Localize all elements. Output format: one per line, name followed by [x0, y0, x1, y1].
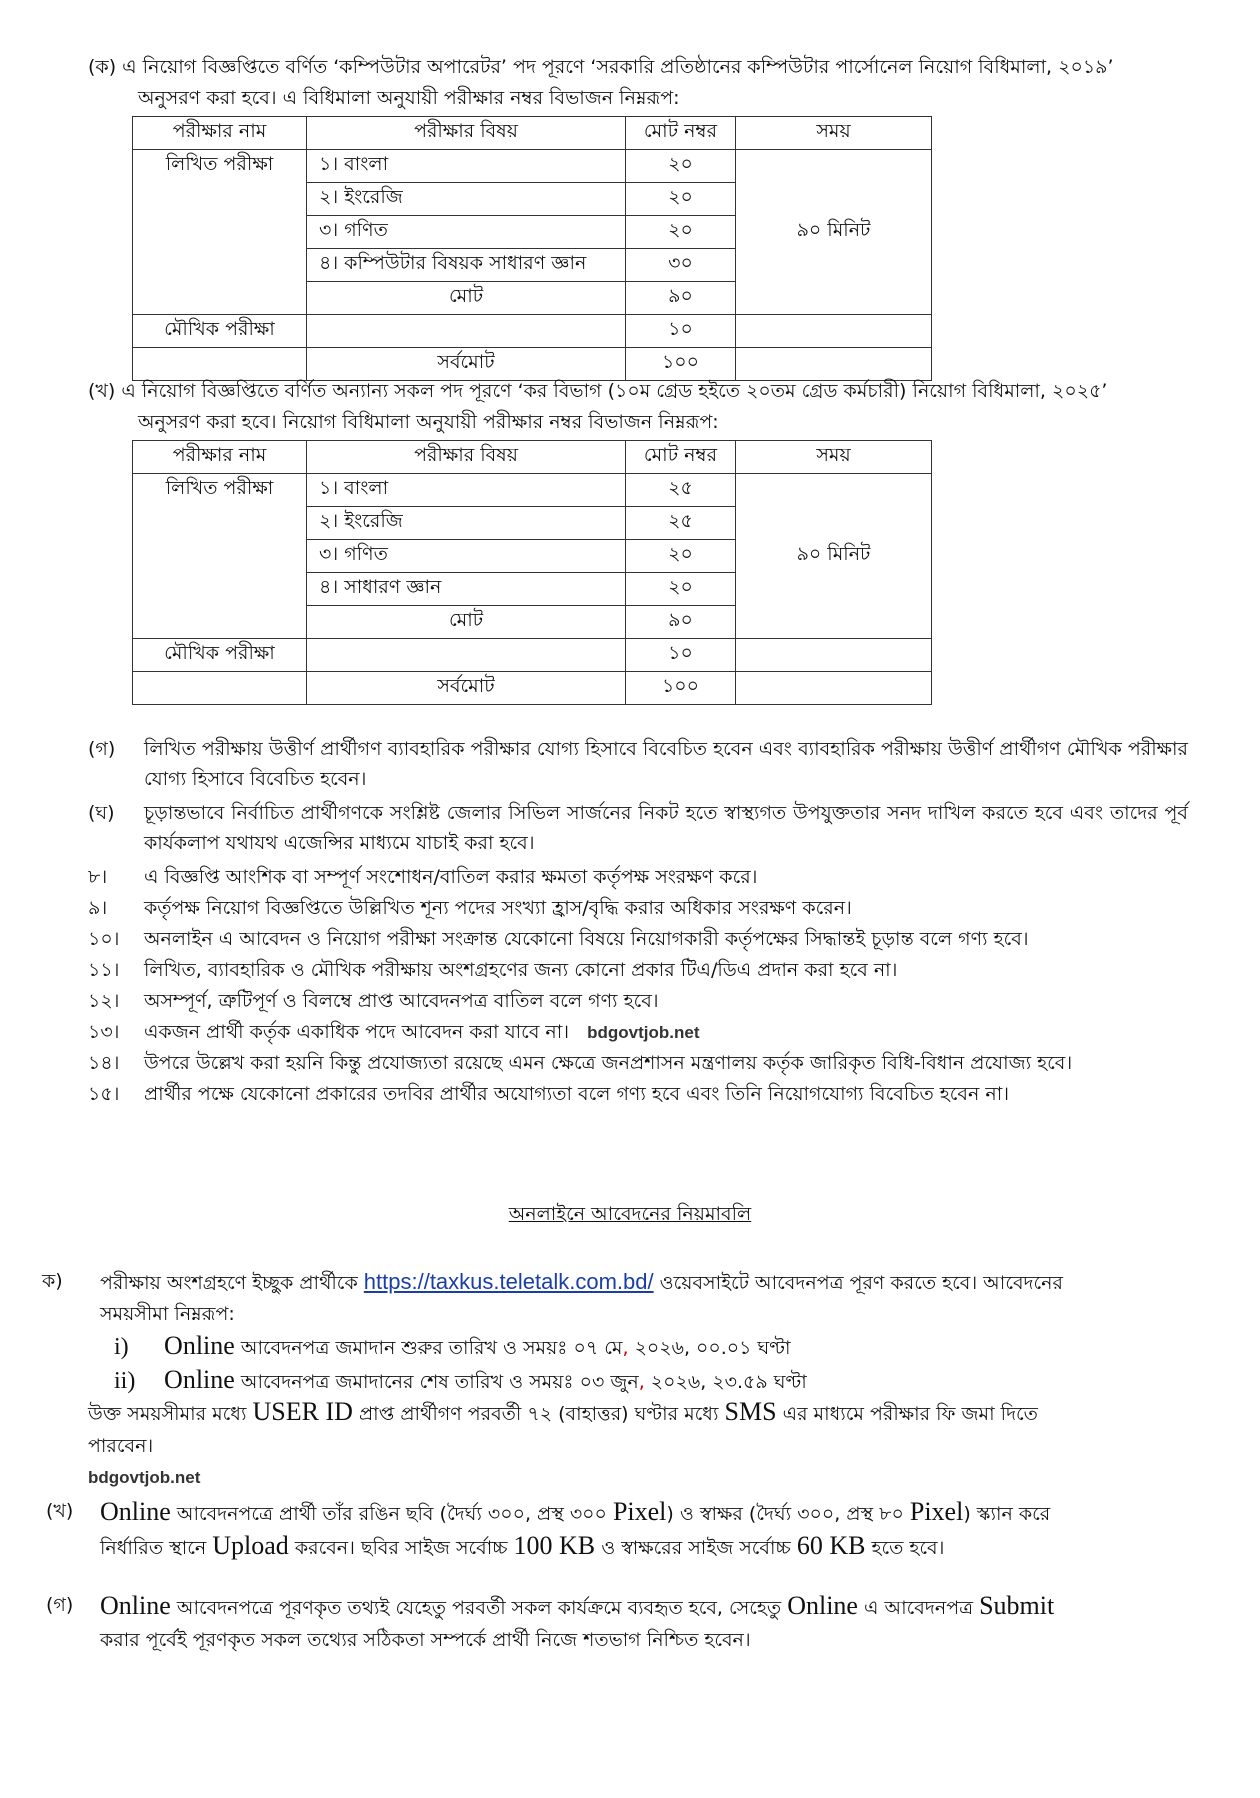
- table-row: [133, 474, 932, 507]
- item-number: ১২।: [88, 990, 120, 1012]
- section-k-line2: অনুসরণ করা হবে। এ বিধিমালা অনুযায়ী পরীক্ষার নম্বর বিভাজন নিম্নরূপ:: [138, 87, 680, 109]
- online-k-sub2: [114, 1364, 1192, 1398]
- kh-text-g: হতে হবে।: [871, 1537, 945, 1559]
- table-row: [133, 315, 932, 348]
- marks-table-2: [132, 440, 932, 705]
- item-text: অসম্পূর্ণ, ত্রুটিপূর্ণ ও বিলম্বে প্রাপ্ত আবেদনপত্র বাতিল বলে গণ্য হবে।: [144, 990, 659, 1012]
- subject-name: ২। ইংরেজি: [307, 507, 626, 540]
- subject-marks: ২৫: [626, 507, 736, 540]
- written-exam-label: লিখিত পরীক্ষা: [133, 474, 307, 639]
- sub-online: Online: [164, 1331, 235, 1360]
- tail-c: এর মাধ্যমে পরীক্ষার ফি জমা দিতে: [782, 1403, 1038, 1425]
- empty-cell: [736, 639, 932, 672]
- section-kh-line2: অনুসরণ করা হবে। নিয়োগ বিধিমালা অনুযায়ী পরীক্ষার নম্বর বিভাজন নিম্নরূপ:: [138, 411, 719, 433]
- teletalk-link[interactable]: https://taxkus.teletalk.com.bd/: [363, 1269, 654, 1294]
- subject-marks: ২০: [626, 150, 736, 183]
- subtotal-label: মোট: [307, 282, 626, 315]
- item-text: প্রার্থীর পক্ষে যেকোনো প্রকারের তদবির প্রার্থীর অযোগ্যতা বলে গণ্য হবে এবং তিনি নিয়োগযোগ্য বিবেচিত হবেন না।: [144, 1083, 1009, 1105]
- item-11: [88, 955, 1188, 985]
- section-k: [88, 52, 1188, 114]
- header-total-marks: মোট নম্বর: [626, 117, 736, 150]
- item-text: চূড়ান্তভাবে নির্বাচিত প্রার্থীগণকে সংশ্লিষ্ট জেলার সিভিল সার্জনের নিকট হতে স্বাস্থ্যগত উপযুক্ততার সনদ দাখিল করতে হবে এবং তাদের পূর্ব কার্যকলাপ যথাযথ এজেন্সির মাধ্যমে যাচাই করা হবে।: [144, 802, 1188, 854]
- kh-text-f: ও স্বাক্ষরের সাইজ সর্বোচ্চ: [601, 1537, 791, 1559]
- online-word: Online: [100, 1591, 171, 1620]
- item-text: অনলাইন এ আবেদন ও নিয়োগ পরীক্ষা সংক্রান্ত যেকোনো বিষয়ে নিয়োগকারী কর্তৃপক্ষের সিদ্ধান্তই চূড়ান্ত বলে গণ্য হবে।: [144, 928, 1029, 950]
- item-number: ৯।: [88, 897, 108, 919]
- sub2-text-b: ২০২৬, ২৩.৫৯ ঘণ্টা: [650, 1371, 807, 1393]
- sub2-text-a: আবেদনপত্র জমাদানের শেষ তারিখ ও সময়ঃ ০৩ জুন: [240, 1371, 639, 1393]
- item-15: [88, 1079, 1188, 1109]
- online-word: Online: [100, 1497, 171, 1526]
- viva-marks: ১০: [626, 315, 736, 348]
- viva-marks: ১০: [626, 639, 736, 672]
- signature-size: 60 KB: [796, 1531, 866, 1560]
- subject-name: ৪। সাধারণ জ্ঞান: [307, 573, 626, 606]
- item-gh: [88, 798, 1188, 860]
- item-8: [88, 862, 1188, 892]
- online-kh: [46, 1496, 1192, 1566]
- section-k-line1: এ নিয়োগ বিজ্ঞপ্তিতে বর্ণিত ‘কম্পিউটার অপারেটর’ পদ পূরণে ‘সরকারি প্রতিষ্ঠানের কম্পিউটার পার্সোনেল নিয়োগ বিধিমালা, ২০১৯’: [122, 56, 1114, 78]
- empty-cell: [307, 315, 626, 348]
- subject-marks: ২৫: [626, 474, 736, 507]
- item-number: ১৫।: [88, 1083, 120, 1105]
- sub1-text-b: ২০২৬, ০০.০১ ঘণ্টা: [634, 1337, 791, 1359]
- watermark-text: bdgovtjob.net: [88, 1468, 201, 1487]
- subtotal-label: মোট: [307, 606, 626, 639]
- section-k-label: (ক): [88, 56, 117, 78]
- header-exam-name: পরীক্ষার নাম: [133, 117, 307, 150]
- online-k-post: ওয়েবসাইটে আবেদনপত্র পূরণ করতে হবে। আবেদনের: [659, 1272, 1063, 1294]
- item-number: ৮।: [88, 866, 108, 888]
- header-subject: পরীক্ষার বিষয়: [307, 117, 626, 150]
- subject-marks: ৩০: [626, 249, 736, 282]
- empty-cell: [736, 672, 932, 705]
- marks-table-1: [132, 116, 932, 381]
- subject-name: ৪। কম্পিউটার বিষয়ক সাধারণ জ্ঞান: [307, 249, 626, 282]
- section-kh-line1: এ নিয়োগ বিজ্ঞপ্তিতে বর্ণিত অন্যান্য সকল পদ পূরণে ‘কর বিভাগ (১০ম গ্রেড হইতে ২০তম গ্রেড কর্মচারী) নিয়োগ বিধিমালা, ২০২৫’: [121, 380, 1108, 402]
- table-header-row: [133, 117, 932, 150]
- item-g: [88, 734, 1188, 796]
- subject-marks: ২০: [626, 216, 736, 249]
- item-12: [88, 986, 1188, 1016]
- item-text: এ বিজ্ঞপ্তি আংশিক বা সম্পূর্ণ সংশোধন/বাতিল করার ক্ষমতা কর্তৃপক্ষ সংরক্ষণ করে।: [144, 866, 758, 888]
- subject-name: ৩। গণিত: [307, 216, 626, 249]
- g-line2: করার পূর্বেই পূরণকৃত সকল তথ্যের সঠিকতা সম্পর্কে প্রার্থী নিজে শতভাগ নিশ্চিত হবেন।: [100, 1629, 751, 1651]
- sub1-comma: ,: [622, 1337, 629, 1359]
- kh-text-e: করবেন। ছবির সাইজ সর্বোচ্চ: [294, 1537, 508, 1559]
- kh-text-c: ) স্ক্যান করে: [963, 1503, 1051, 1525]
- watermark-text: bdgovtjob.net: [587, 1023, 700, 1042]
- item-number: (খ): [46, 1500, 74, 1522]
- subtotal-marks: ৯০: [626, 606, 736, 639]
- item-text: লিখিত পরীক্ষায় উত্তীর্ণ প্রার্থীগণ ব্যাবহারিক পরীক্ষার যোগ্য হিসাবে বিবেচিত হবেন এবং ব্যাবহারিক পরীক্ষায় উত্তীর্ণ প্রার্থীগণ মৌখিক পরীক্ষার যোগ্য হিসাবে বিবেচিত হবেন।: [144, 738, 1188, 790]
- header-time: সময়: [736, 441, 932, 474]
- online-g: [46, 1590, 1192, 1660]
- section-kh-label: (খ): [88, 380, 116, 402]
- sub1-text-a: আবেদনপত্র জমাদান শুরুর তারিখ ও সময়ঃ ০৭ মে: [240, 1337, 623, 1359]
- item-14: [88, 1048, 1188, 1078]
- section-kh: [88, 376, 1188, 438]
- tail-sms: SMS: [724, 1397, 777, 1426]
- item-number: (গ): [46, 1594, 74, 1616]
- sub-number: i): [114, 1334, 129, 1360]
- item-10: [88, 924, 1188, 954]
- empty-cell: [307, 639, 626, 672]
- subject-marks: ২০: [626, 540, 736, 573]
- subject-name: ১। বাংলা: [307, 150, 626, 183]
- tail-user-id: USER ID: [252, 1397, 353, 1426]
- item-number: ১৪।: [88, 1052, 120, 1074]
- table-row: [133, 150, 932, 183]
- written-exam-label: লিখিত পরীক্ষা: [133, 150, 307, 315]
- header-time: সময়: [736, 117, 932, 150]
- item-text: লিখিত, ব্যাবহারিক ও মৌখিক পরীক্ষায় অংশগ্রহণের জন্য কোনো প্রকার টিএ/ডিএ প্রদান করা হবে না।: [144, 959, 898, 981]
- grand-total-marks: ১০০: [626, 348, 736, 381]
- grand-total-label: সর্বমোট: [307, 672, 626, 705]
- table-row: [133, 672, 932, 705]
- empty-cell: [736, 315, 932, 348]
- item-13: [88, 1017, 1188, 1047]
- item-number: ক): [42, 1270, 63, 1292]
- pixel-word: Pixel: [612, 1497, 667, 1526]
- viva-exam-label: মৌখিক পরীক্ষা: [133, 639, 307, 672]
- online-word: Online: [787, 1591, 858, 1620]
- item-13-text: একজন প্রার্থী কর্তৃক একাধিক পদে আবেদন করা যাবে না।: [144, 1021, 570, 1043]
- sub-online: Online: [164, 1365, 235, 1394]
- grand-total-marks: ১০০: [626, 672, 736, 705]
- sub2-comma: ,: [638, 1371, 645, 1393]
- tail-b: প্রাপ্ত প্রার্থীগণ পরবর্তী ৭২ (বাহাত্তর) ঘণ্টার মধ্যে: [358, 1403, 719, 1425]
- kh-text-a: আবেদনপত্রে প্রার্থী তাঁর রঙিন ছবি (দৈর্ঘ্য ৩০০, প্রস্থ ৩০০: [176, 1503, 607, 1525]
- item-number: ১০।: [88, 928, 120, 950]
- subtotal-marks: ৯০: [626, 282, 736, 315]
- item-number: (ঘ): [88, 802, 115, 824]
- table-row: [133, 639, 932, 672]
- tail-a: উক্ত সময়সীমার মধ্যে: [88, 1403, 247, 1425]
- g-text-b: এ আবেদনপত্র: [864, 1597, 974, 1619]
- item-9: [88, 893, 1188, 923]
- exam-time: ৯০ মিনিট: [736, 474, 932, 639]
- item-text: [144, 1017, 700, 1048]
- item-number: ১৩।: [88, 1021, 120, 1043]
- kh-text-d: নির্ধারিত স্থানে: [100, 1537, 207, 1559]
- grand-total-label: সর্বমোট: [307, 348, 626, 381]
- pixel-word: Pixel: [909, 1497, 964, 1526]
- tail-line2: পারবেন।: [88, 1435, 154, 1457]
- header-subject: পরীক্ষার বিষয়: [307, 441, 626, 474]
- subject-marks: ২০: [626, 573, 736, 606]
- subject-name: ১। বাংলা: [307, 474, 626, 507]
- online-heading: [0, 1200, 1260, 1232]
- g-text-a: আবেদনপত্রে পূরণকৃত তথ্যই যেহেতু পরবর্তী সকল কার্যক্রমে ব্যবহৃত হবে, সেহেতু: [176, 1597, 782, 1619]
- sub-number: ii): [114, 1368, 136, 1394]
- empty-cell: [133, 672, 307, 705]
- header-total-marks: মোট নম্বর: [626, 441, 736, 474]
- item-text: উপরে উল্লেখ করা হয়নি কিন্তু প্রযোজ্যতা রয়েছে এমন ক্ষেত্রে জনপ্রশাসন মন্ত্রণালয় কর্তৃক জারিকৃত বিধি-বিধান প্রযোজ্য হবে।: [144, 1052, 1073, 1074]
- subject-marks: ২০: [626, 183, 736, 216]
- online-heading-text: অনলাইনে আবেদনের নিয়মাবলি: [508, 1203, 752, 1225]
- table-header-row: [133, 441, 932, 474]
- viva-exam-label: মৌখিক পরীক্ষা: [133, 315, 307, 348]
- item-number: (গ): [88, 738, 116, 760]
- item-number: ১১।: [88, 959, 120, 981]
- header-exam-name: পরীক্ষার নাম: [133, 441, 307, 474]
- submit-word: Submit: [979, 1591, 1055, 1620]
- kh-text-b: ) ও স্বাক্ষর (দৈর্ঘ্য ৩০০, প্রস্থ ৮০: [666, 1503, 904, 1525]
- online-k: [42, 1266, 1192, 1516]
- subject-name: ২। ইংরেজি: [307, 183, 626, 216]
- upload-word: Upload: [212, 1531, 289, 1560]
- online-k-line2: সময়সীমা নিম্নরূপ:: [100, 1303, 235, 1325]
- item-text: কর্তৃপক্ষ নিয়োগ বিজ্ঞপ্তিতে উল্লিখিত শূন্য পদের সংখ্যা হ্রাস/বৃদ্ধি করার অধিকার সংরক্ষণ করেন।: [144, 897, 852, 919]
- photo-size: 100 KB: [513, 1531, 596, 1560]
- online-k-sub1: [114, 1330, 1192, 1364]
- online-k-pre: পরীক্ষায় অংশগ্রহণে ইচ্ছুক প্রার্থীকে: [100, 1272, 358, 1294]
- exam-time: ৯০ মিনিট: [736, 150, 932, 315]
- subject-name: ৩। গণিত: [307, 540, 626, 573]
